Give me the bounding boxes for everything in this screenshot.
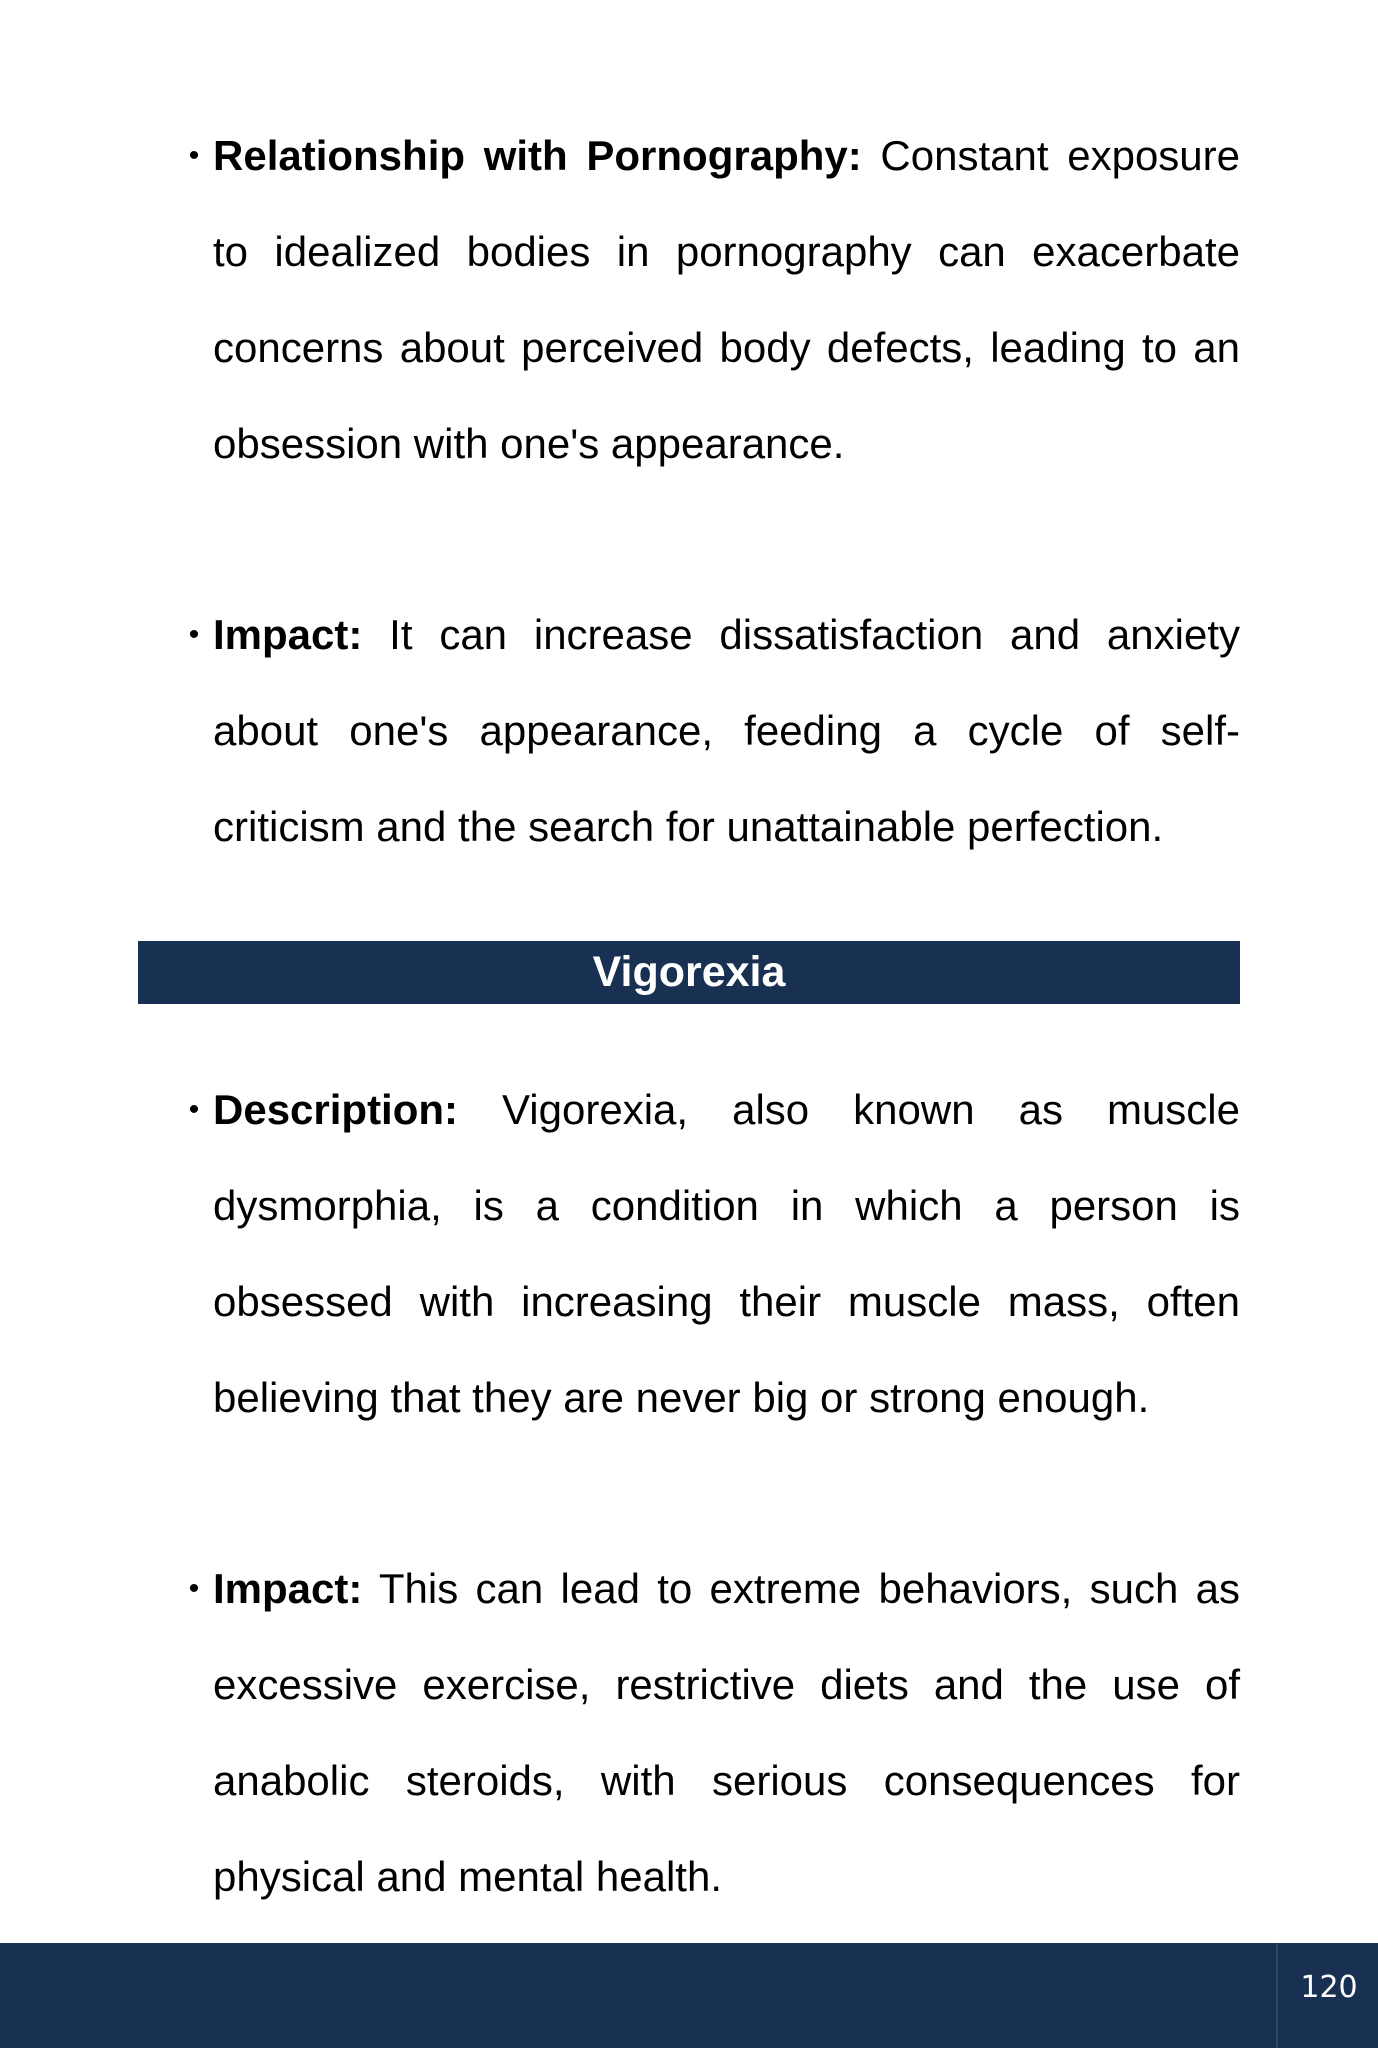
bullet-body: It can increase dissatisfaction and anxiety about one's appearance, feeding a cycle of self-criticism and the search for unattainable perfection. bbox=[213, 611, 1240, 850]
bullet-body: This can lead to extreme behaviors, such as excessive exercise, restrictive diets and the use of anabolic steroids, with serious consequences for physical and mental health. bbox=[213, 1565, 1240, 1900]
bullet-marker: • bbox=[188, 1572, 200, 1605]
page-number: 120 bbox=[1300, 1970, 1358, 2005]
bullet-marker: • bbox=[188, 139, 200, 172]
bullet-term: Description: bbox=[213, 1086, 459, 1133]
section-heading-vigorexia: Vigorexia bbox=[138, 941, 1240, 1004]
page-footer bbox=[0, 1943, 1378, 2048]
bullet-paragraph bbox=[213, 1541, 1240, 1925]
footer-divider bbox=[1276, 1943, 1278, 2048]
bullet-paragraph bbox=[213, 108, 1240, 492]
bullet-body: Vigorexia, also known as muscle dysmorphia, is a condition in which a person is obsessed with increasing their muscle mass, often believing that they are never big or strong enough. bbox=[213, 1086, 1240, 1421]
bullet-item-impact-1 bbox=[175, 587, 1240, 875]
bullet-marker: • bbox=[188, 618, 200, 651]
bullet-item-description bbox=[175, 1062, 1240, 1446]
bullet-term: Impact: bbox=[213, 611, 363, 658]
bullet-body: Constant exposure to idealized bodies in pornography can exacerbate concerns about perceived body defects, leading to an obsession with one's appearance. bbox=[213, 132, 1240, 467]
bullet-term: Impact: bbox=[213, 1565, 363, 1612]
bullet-marker: • bbox=[188, 1093, 200, 1126]
bullet-item-impact-2 bbox=[175, 1541, 1240, 1925]
bullet-item-relationship-with-pornography bbox=[175, 108, 1240, 492]
bullet-paragraph bbox=[213, 1062, 1240, 1446]
bullet-paragraph bbox=[213, 587, 1240, 875]
bullet-term: Relationship with Pornography: bbox=[213, 132, 862, 179]
